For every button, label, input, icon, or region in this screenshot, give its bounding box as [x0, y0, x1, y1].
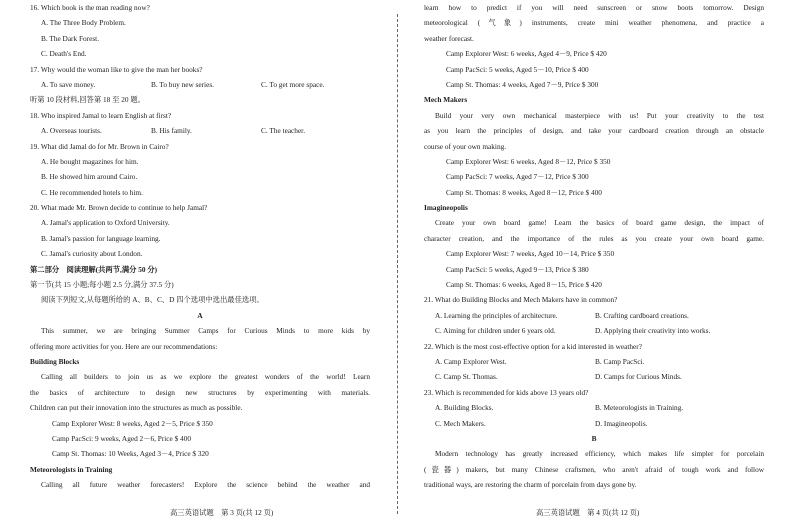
option-text: C. Mech Makers.	[435, 418, 486, 428]
text-line: Create your own board game! Learn the basics of board game design, the impact of	[435, 218, 764, 228]
option-text: D. Camps for Curious Minds.	[595, 372, 682, 382]
footer-left: 高三英语试题 第 3 页(共 12 页)	[170, 508, 274, 517]
option-text: D. Applying their creativity into works.	[595, 326, 711, 336]
text-line: 20. What made Mr. Brown decide to continue to help Jamal?	[30, 203, 208, 213]
text-line: 22. Which is the most cost-effective option for a kid interested in weather?	[424, 341, 642, 351]
text-line	[424, 400, 764, 415]
text-line: 21. What do Building Blocks and Mech Makers have in common?	[424, 295, 618, 305]
option-text: C. Camp St. Thomas.	[435, 372, 498, 382]
text-line: weather forecast.	[424, 33, 474, 43]
text-line: Camp PacSci: 5 weeks, Aged 5－10, Price $ 400	[446, 64, 589, 74]
option-text: B. Meteorologists in Training.	[595, 403, 684, 413]
text-line: Modern technology has greatly increased efficiency, which makes life simpler for porcelain	[435, 449, 764, 459]
text-line: course of your own making.	[424, 141, 507, 151]
text-line: Meteorologists in Training	[30, 464, 113, 474]
text-line	[30, 77, 370, 92]
text-line: Building Blocks	[30, 356, 80, 366]
text-line: Camp Explorer West: 6 weeks, Aged 8－12, Price $ 350	[446, 156, 611, 166]
text-line: Camp Explorer West: 7 weeks, Aged 10－14, Price $ 350	[446, 249, 615, 259]
text-line: meteorological (气象) instruments, create mini weather phenomena, and practice a	[424, 18, 764, 28]
option-text: A. Learning the principles of architecture.	[435, 310, 558, 320]
text-line: A. He bought magazines for him.	[41, 156, 139, 166]
text-line: Camp Explorer West: 6 weeks, Aged 4－9, Price $ 420	[446, 49, 607, 59]
option-text: B. His family.	[151, 126, 192, 136]
text-line	[30, 123, 370, 138]
text-line: as you learn the principles of design, and take your cardboard creation through an obstacle	[424, 126, 764, 136]
right-page	[424, 0, 764, 524]
option-text: A. Camp Explorer West.	[435, 356, 507, 366]
text-line: Calling all builders to join us as we explore the greatest wonders of the world! Learn	[41, 372, 370, 382]
text-line: character creation, and the importance of the rules as you create your own board game.	[424, 233, 764, 243]
text-line	[424, 369, 764, 384]
text-line: (瓷器) makers, but many Chinese craftsmen, who aren't afraid of tough work and follow	[424, 464, 764, 474]
text-line: A	[197, 310, 203, 320]
text-line: traditional ways, are restoring the charm of porcelain from days gone by.	[424, 480, 637, 490]
text-line: Calling all future weather forecasters! Explore the science behind the weather and	[41, 480, 370, 490]
text-line: Camp PacSci: 7 weeks, Aged 7－12, Price $ 300	[446, 172, 589, 182]
footer-right: 高三英语试题 第 4 页(共 12 页)	[536, 508, 640, 517]
text-line: Camp St. Thomas: 10 Weeks, Aged 3－4, Price $ 320	[52, 449, 209, 459]
text-line: 17. Why would the woman like to give the man her books?	[30, 64, 203, 74]
text-line	[424, 354, 764, 369]
text-line: 18. Who inspired Jamal to learn English at first?	[30, 110, 172, 120]
text-line: Camp St. Thomas: 6 weeks, Aged 8－15, Price $ 420	[446, 280, 602, 290]
text-line: offering more activities for you. Here are our recommendations:	[30, 341, 218, 351]
text-line: Imagineopolis	[424, 203, 468, 213]
text-line: Camp PacSci: 9 weeks, Aged 2－6, Price $ 400	[52, 433, 192, 443]
text-line: 19. What did Jamal do for Mr. Brown in Cairo?	[30, 141, 169, 151]
text-line: C. Jamal's curiosity about London.	[41, 249, 143, 259]
option-text: A. Overseas tourists.	[41, 126, 102, 136]
text-line: C. He recommended hotels to him.	[41, 187, 143, 197]
option-text: B. To buy new series.	[151, 79, 214, 89]
text-line: Mech Makers	[424, 95, 468, 105]
text-line: 23. Which is recommended for kids above 13 years old?	[424, 387, 589, 397]
text-line: A. Jamal's application to Oxford University.	[41, 218, 170, 228]
text-line: Build your very own mechanical masterpiece with us! Put your creativity to the test	[435, 110, 764, 120]
text-line: 第二部分 阅读理解(共两节,满分 50 分)	[30, 264, 158, 274]
text-line: Camp Explorer West: 8 weeks, Aged 2－5, Price $ 350	[52, 418, 213, 428]
text-line: B. Jamal's passion for language learning.	[41, 233, 161, 243]
option-text: B. Camp PacSci.	[595, 356, 645, 366]
text-line: Camp St. Thomas: 8 weeks, Aged 8－12, Price $ 400	[446, 187, 602, 197]
option-text: C. Aiming for children under 6 years old.	[435, 326, 556, 336]
text-line	[424, 323, 764, 338]
text-line: 第一节(共 15 小题;每小题 2.5 分,满分 37.5 分)	[30, 280, 174, 290]
text-line	[424, 308, 764, 323]
text-line: B. The Dark Forest.	[41, 33, 100, 43]
option-text: D. Imagineopolis.	[595, 418, 648, 428]
text-line: Children can put their innovation into the structures as much as possible.	[30, 403, 243, 413]
text-line: 阅读下列短文,从每题所给的 A、B、C、D 四个选项中选出最佳选项。	[41, 295, 264, 305]
text-line: 听第 10 段材料,回答第 18 至 20 题。	[30, 95, 145, 105]
left-page	[30, 0, 370, 524]
option-text: A. Building Blocks.	[435, 403, 494, 413]
text-line: 16. Which book is the man reading now?	[30, 3, 150, 12]
option-text: A. To save money.	[41, 79, 96, 89]
text-line: B	[591, 433, 597, 443]
text-line: learn how to predict if you will need sunscreen or snow boots tomorrow. Design	[424, 3, 764, 12]
text-line: This summer, we are bringing Summer Camps for Curious Minds to more kids by	[41, 326, 370, 336]
text-line: B. He showed him around Cairo.	[41, 172, 138, 182]
page-divider	[397, 14, 398, 514]
text-line: C. Death's End.	[41, 49, 87, 59]
option-text: C. The teacher.	[261, 126, 306, 136]
text-line: the basics of architecture to design new structures by experimenting with materials.	[30, 387, 370, 397]
text-line	[424, 416, 764, 431]
text-line: Camp St. Thomas: 4 weeks, Aged 7－9, Price $ 300	[446, 79, 599, 89]
option-text: C. To get more space.	[261, 79, 325, 89]
text-line: A. The Three Body Problem.	[41, 18, 126, 28]
text-line: Camp PacSci: 5 weeks, Aged 9－13, Price $ 380	[446, 264, 589, 274]
option-text: B. Crafting cardboard creations.	[595, 310, 689, 320]
